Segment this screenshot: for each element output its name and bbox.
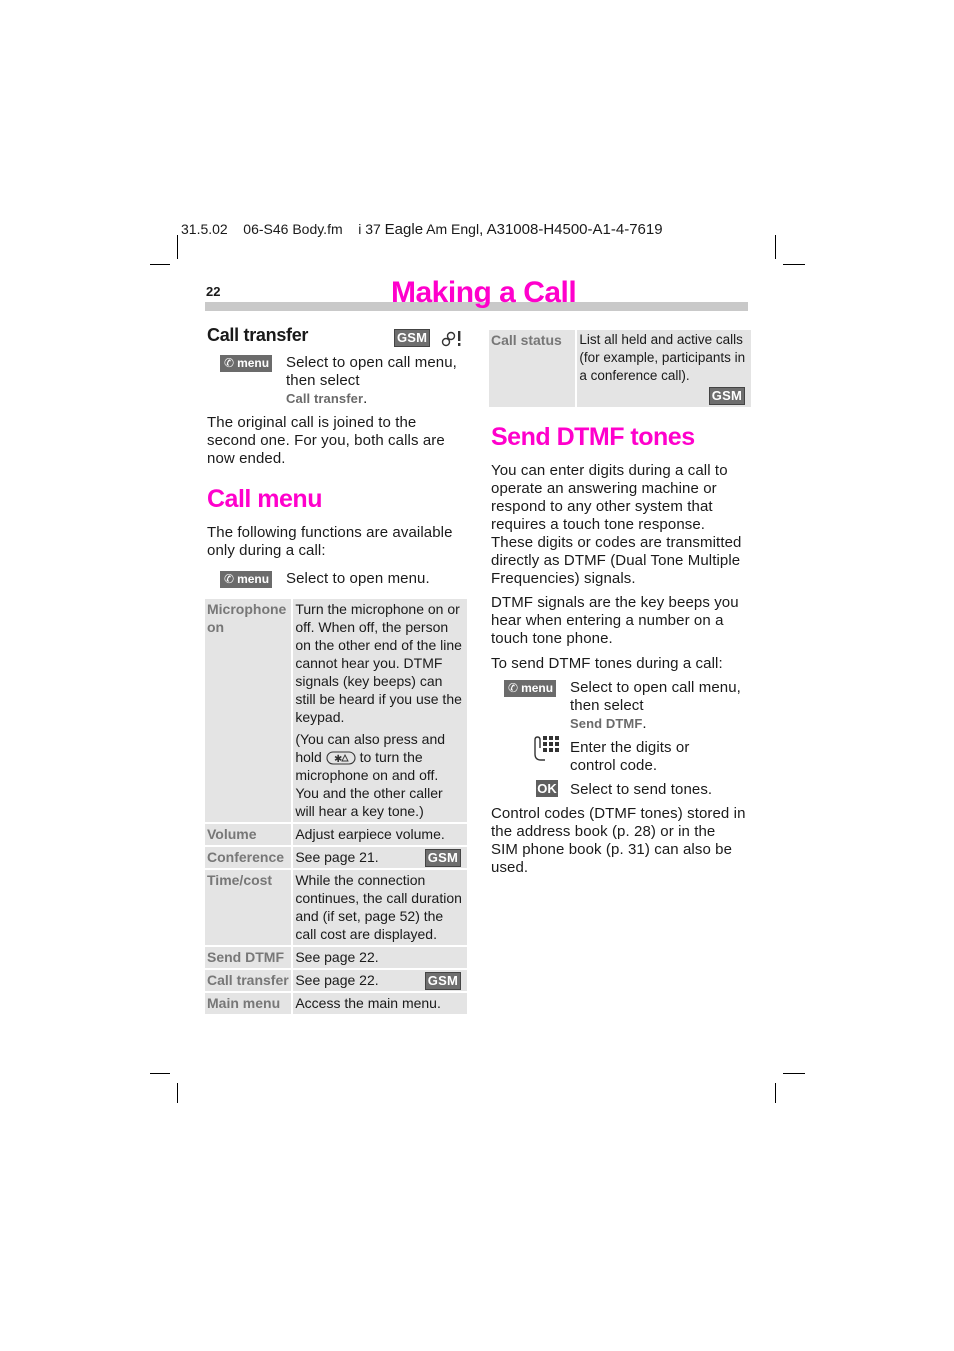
keypad-icon	[532, 734, 560, 769]
table-row	[489, 330, 751, 407]
function-name: Volume	[205, 824, 293, 845]
dtmf-para-2: DTMF signals are the key beeps you hear when entering a number on a touch tone phone.	[491, 594, 739, 647]
gsm-badge-wrap	[579, 387, 749, 405]
page-number: 22	[206, 284, 221, 299]
table-row	[205, 947, 467, 968]
menu-key-label: menu	[521, 681, 554, 695]
menu-key-label: menu	[237, 356, 270, 370]
function-name: Conference	[205, 847, 293, 868]
dtmf-para-1: You can enter digits during a call to operate an answering machine or respond to any other system that requires a touch tone response. These digits or codes are transmitted directly as DTMF (Dual Tone Multiple Frequencies) signals.	[491, 462, 742, 587]
call-menu-step: Select to open menu.	[286, 570, 430, 587]
function-desc-text: See page 21.	[295, 849, 379, 865]
send-dtmf-heading: Send DTMF tones	[491, 423, 695, 451]
dtmf-step-2: Enter the digits or control code.	[570, 739, 690, 774]
header-date: 31.5.02	[181, 221, 228, 237]
function-desc-text: List all held and active calls (for example, participants in a conference call).	[579, 332, 746, 383]
call-menu-heading: Call menu	[207, 485, 322, 513]
function-name: Call status	[489, 330, 577, 407]
table-row	[205, 599, 467, 822]
menu-softkey	[220, 355, 272, 372]
function-name: Main menu	[205, 993, 293, 1014]
crop-mark-tl-v	[177, 235, 178, 259]
gsm-badge: GSM	[709, 387, 745, 405]
crop-mark-tl-h	[150, 264, 170, 265]
network-service-icon	[437, 329, 463, 349]
menu-softkey	[504, 680, 556, 697]
function-desc: Access the main menu.	[293, 993, 467, 1014]
ok-key-label: OK	[537, 781, 557, 796]
file-header	[181, 221, 663, 238]
dtmf-step-3: Select to send tones.	[570, 781, 713, 798]
header-file: 06-S46 Body.fm	[243, 221, 343, 237]
call-transfer-menu-name: Call transfer	[286, 391, 364, 406]
send-dtmf-menu-name: Send DTMF	[570, 716, 643, 731]
call-transfer-menu-key	[220, 354, 272, 372]
phone-handset-icon: ✆	[224, 356, 235, 370]
dtmf-para-4: Control codes (DTMF tones) stored in the address book (p. 28) or in the SIM phone book (p. 31) can also be used.	[491, 805, 746, 876]
desc-extra-pre: (You can also press and hold	[295, 731, 446, 765]
dtmf-step-1-text: Select to open call menu, then select	[570, 679, 741, 714]
star-key-icon	[326, 751, 356, 765]
function-desc-extra	[295, 730, 465, 820]
dtmf-para-3: To send DTMF tones during a call:	[491, 655, 723, 672]
phone-handset-icon: ✆	[224, 572, 235, 586]
ok-key	[536, 780, 558, 798]
crop-mark-tr-v	[775, 235, 776, 259]
function-desc: Adjust earpiece volume.	[293, 824, 467, 845]
menu-key-label: menu	[237, 572, 270, 586]
call-menu-intro: The following functions are available only during a call:	[207, 524, 453, 559]
crop-mark-br-h	[783, 1073, 805, 1074]
function-name: Send DTMF	[205, 947, 293, 968]
header-product: Eagle	[384, 221, 424, 238]
dtmf-step-1	[570, 679, 750, 733]
function-name: Time/cost	[205, 870, 293, 945]
function-desc: See page 22.	[293, 947, 467, 968]
function-desc	[293, 599, 467, 822]
table-row	[205, 870, 467, 945]
call-status-table	[489, 328, 751, 409]
page-title: Making a Call	[391, 276, 577, 309]
function-desc	[577, 330, 751, 407]
table-row	[205, 993, 467, 1014]
phone-handset-icon: ✆	[508, 681, 519, 695]
call-menu-table	[205, 597, 467, 1016]
gsm-badge: GSM	[425, 972, 461, 990]
function-desc	[293, 970, 467, 991]
call-transfer-step-text: Select to open call menu, then select	[286, 354, 457, 389]
function-desc	[293, 847, 467, 868]
header-page-ref: i 37	[358, 221, 381, 237]
call-transfer-badges	[394, 329, 463, 349]
function-desc: While the connection continues, the call duration and (if set, page 52) the call cost are displayed.	[293, 870, 467, 945]
header-lang: Am Engl	[426, 221, 480, 237]
crop-mark-bl-v	[177, 1083, 178, 1103]
call-transfer-heading: Call transfer	[207, 325, 309, 345]
crop-mark-bl-h	[150, 1073, 170, 1074]
function-name: Call transfer	[205, 970, 293, 991]
table-row	[205, 824, 467, 845]
call-transfer-desc: The original call is joined to the second one. For you, both calls are now ended.	[207, 414, 445, 467]
desc-extra-post: to turn the microphone on and off. You and the other caller will hear a key tone.)	[295, 749, 443, 819]
crop-mark-br-v	[775, 1083, 776, 1103]
call-transfer-step-end: .	[363, 390, 368, 407]
svg-text:✱: ✱	[333, 754, 343, 766]
crop-mark-tr-h	[783, 264, 805, 265]
function-desc-text: See page 22.	[295, 972, 379, 988]
call-menu-key	[220, 570, 272, 588]
menu-softkey	[220, 571, 272, 588]
gsm-badge: GSM	[425, 849, 461, 867]
header-code: , A31008-H4500-A1-4-7619	[479, 221, 663, 238]
dtmf-step-1-end: .	[642, 715, 647, 732]
call-transfer-step	[286, 354, 466, 408]
gsm-badge: GSM	[394, 329, 430, 347]
function-desc-text: Turn the microphone on or off. When off, the person on the other end of the line cannot hear you. DTMF signals (key beeps) can still be heard if you use the keypad.	[295, 601, 462, 725]
function-name: Microphone on	[205, 599, 293, 822]
dtmf-menu-key	[504, 679, 556, 697]
table-row	[205, 970, 467, 991]
table-row	[205, 847, 467, 868]
